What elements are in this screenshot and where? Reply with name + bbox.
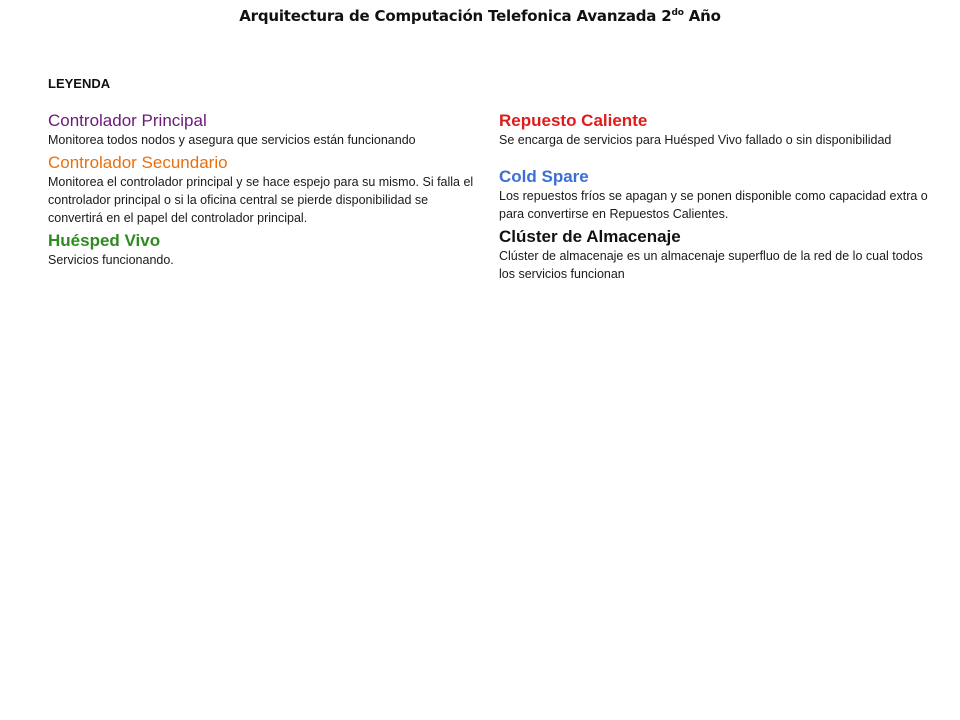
legend-entry-huesped-vivo <box>48 231 480 269</box>
legend-entry-repuesto-caliente <box>499 111 931 149</box>
legend-label: LEYENDA <box>48 76 111 91</box>
page-title-superscript: do <box>671 8 684 18</box>
legend-heading-controlador-secundario: Controlador Secundario <box>48 153 228 172</box>
legend-heading-repuesto-caliente: Repuesto Caliente <box>499 111 648 130</box>
legend-desc-repuesto-caliente: Se encarga de servicios para Huésped Vivo fallado o sin disponibilidad <box>499 133 892 147</box>
legend-desc-huesped-vivo: Servicios funcionando. <box>48 253 174 267</box>
legend-heading-cluster-almacenaje: Clúster de Almacenaje <box>499 227 681 246</box>
legend-heading-cold-spare: Cold Spare <box>499 167 589 186</box>
page-title-text: Arquitectura de Computación Telefonica Avanzada 2 <box>239 7 672 25</box>
legend-heading-controlador-principal: Controlador Principal <box>48 111 207 130</box>
legend-desc-cold-spare: Los repuestos fríos se apagan y se ponen disponible como capacidad extra o para convertirse en Repuestos Calientes. <box>499 189 928 221</box>
legend-desc-cluster-almacenaje: Clúster de almacenaje es un almacenaje superfluo de la red de lo cual todos los servicios funcionan <box>499 249 923 281</box>
legend-entry-cluster-almacenaje <box>499 227 931 283</box>
legend-entry-cold-spare <box>499 167 931 223</box>
page-title <box>0 7 960 25</box>
page-title-suffix: Año <box>683 7 721 25</box>
legend-desc-controlador-secundario: Monitorea el controlador principal y se hace espejo para su mismo. Si falla el controlador principal o si la oficina central se pierde disponibilidad se convertirá en el papel del controlador principal. <box>48 175 474 225</box>
legend-left-column <box>48 111 480 269</box>
legend-entry-controlador-secundario <box>48 153 480 227</box>
legend-desc-controlador-principal: Monitorea todos nodos y asegura que servicios están funcionando <box>48 133 416 147</box>
legend-right-column <box>499 111 931 283</box>
legend-heading-huesped-vivo: Huésped Vivo <box>48 231 161 250</box>
legend-entry-controlador-principal <box>48 111 480 149</box>
